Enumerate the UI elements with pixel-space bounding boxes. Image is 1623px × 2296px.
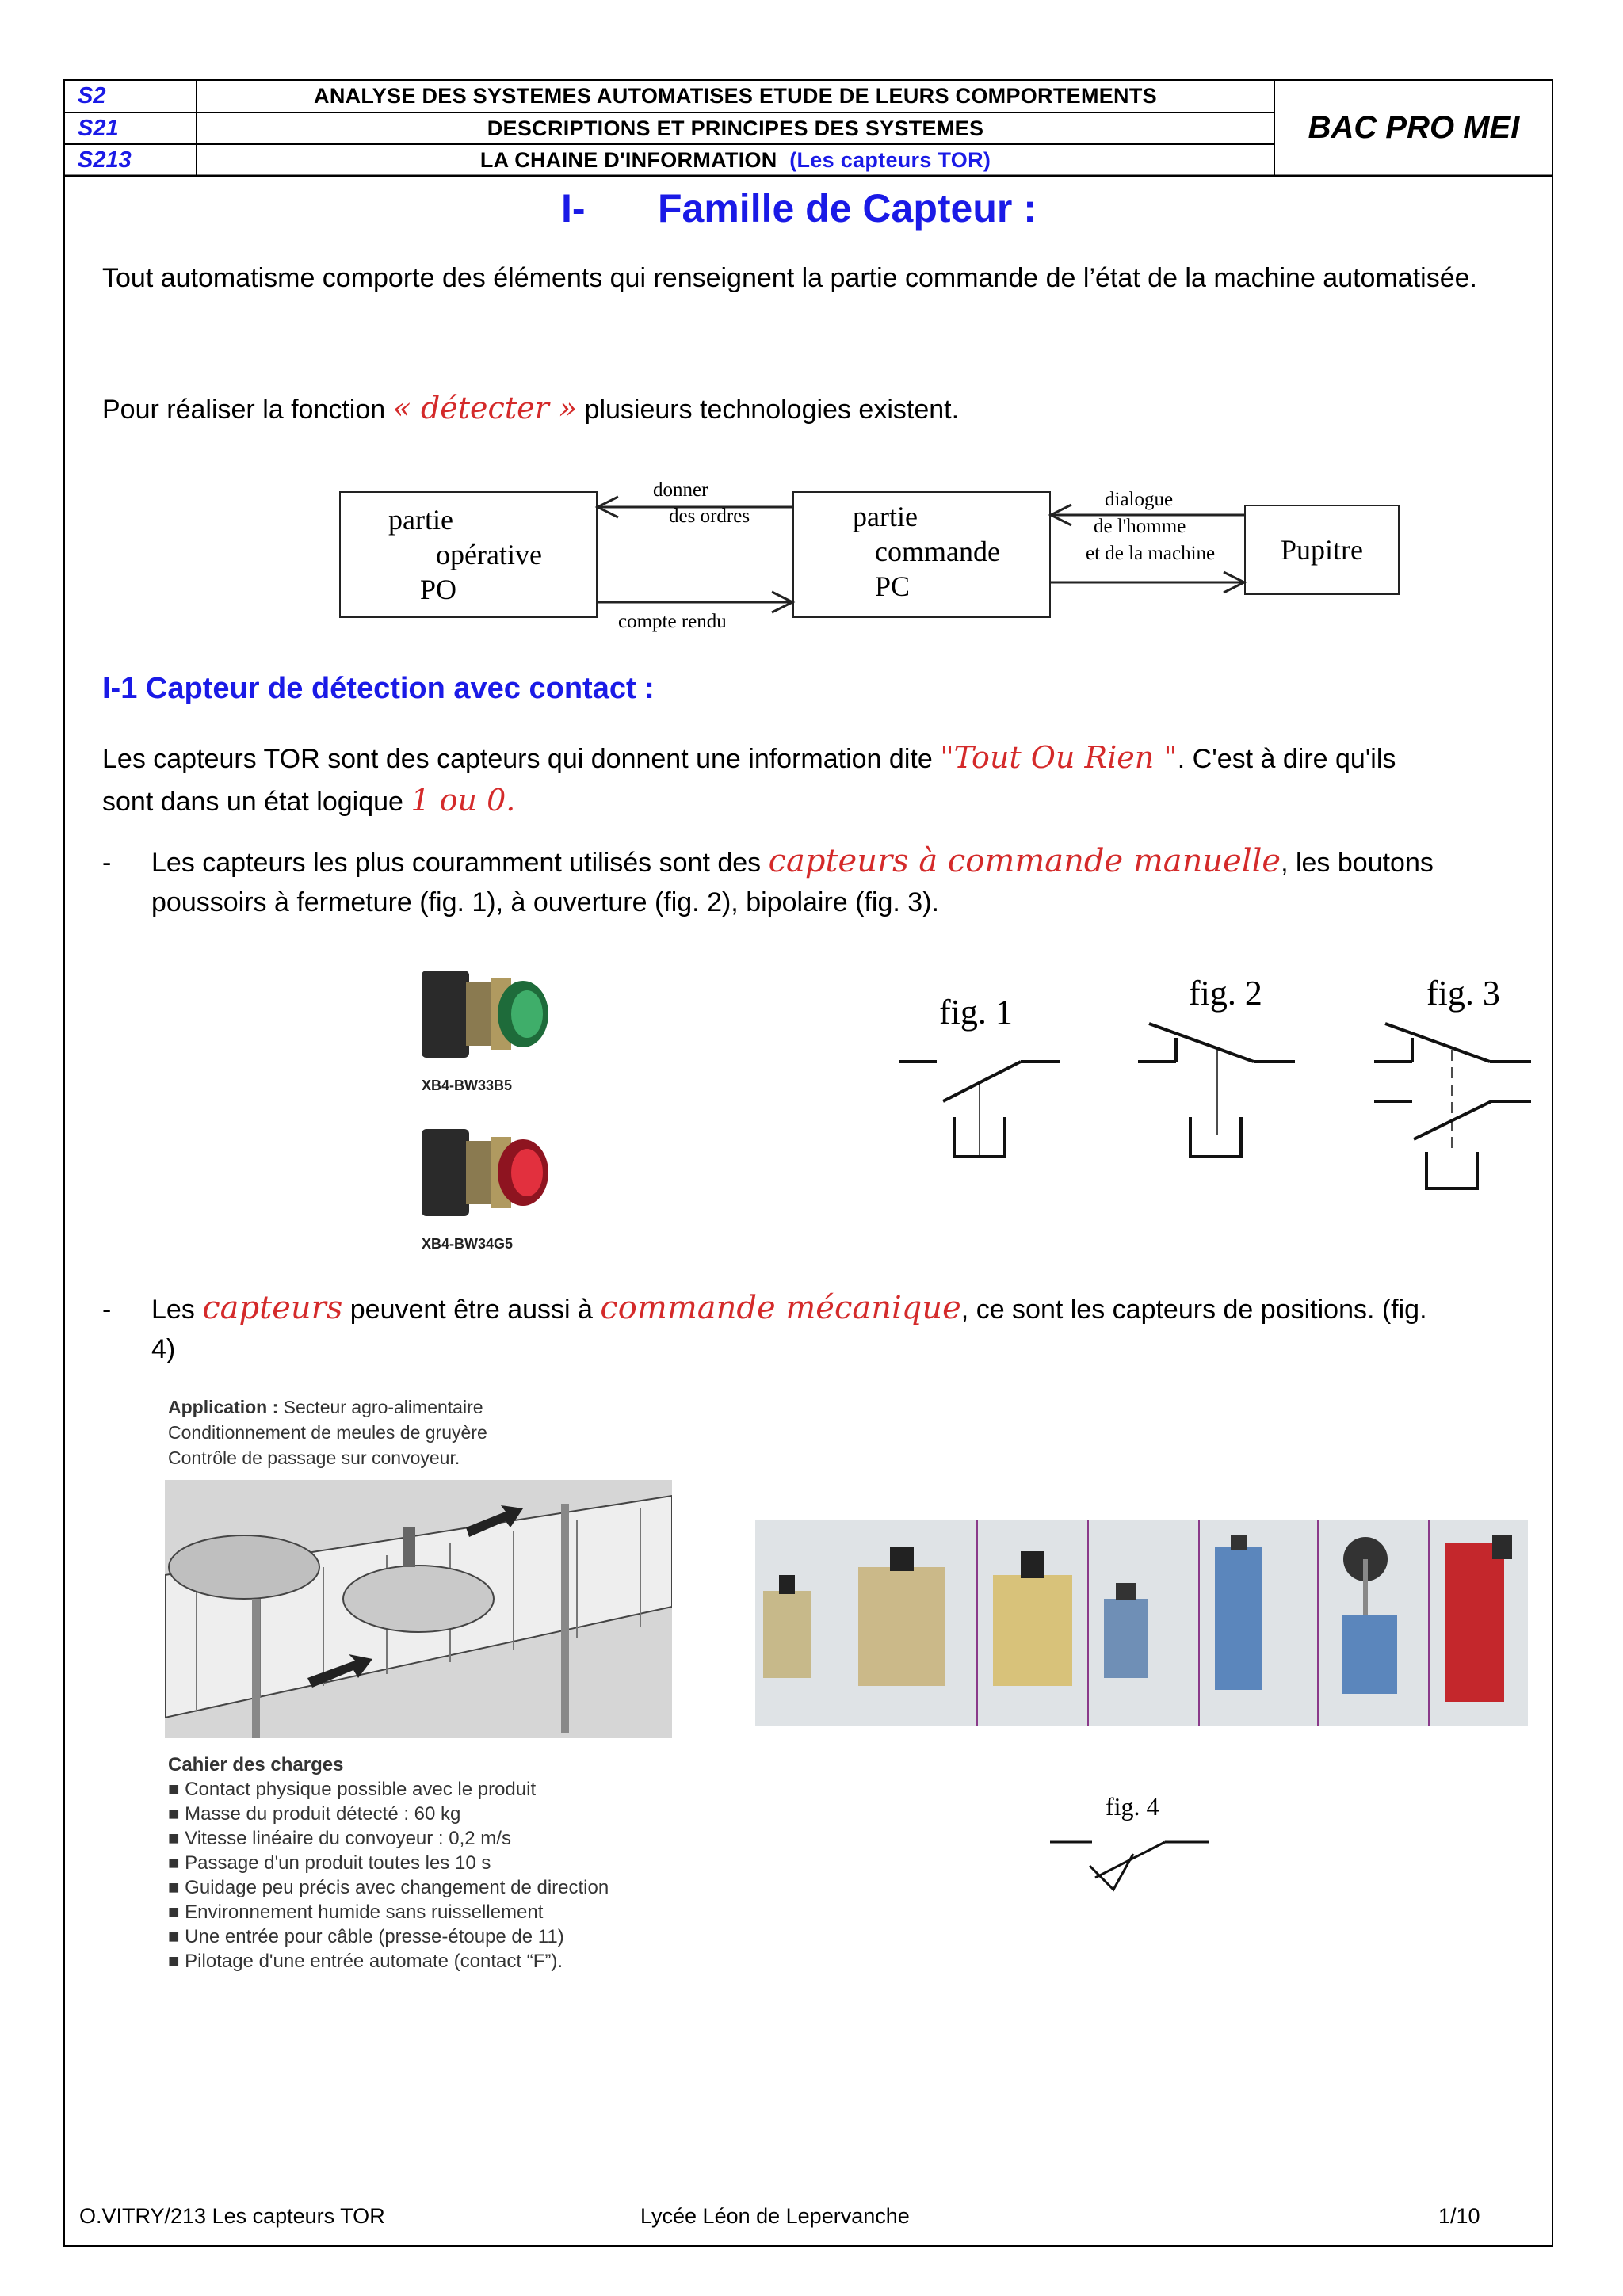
subsection-title: I-1 Capteur de détection avec contact : — [102, 672, 655, 705]
po-line2: opérative — [436, 539, 542, 570]
pc-line3: PC — [875, 570, 911, 602]
application-line-3: Contrôle de passage sur convoyeur. — [168, 1447, 460, 1468]
spec-item: ■ Passage d'un produit toutes les 10 s — [168, 1852, 491, 1874]
manual-text-a: Les capteurs les plus couramment utilisés sont des — [151, 848, 762, 878]
spec-list — [168, 1753, 691, 1974]
spec-text-7: Une entrée pour câble (presse-étoupe de 11) — [185, 1926, 564, 1947]
spec-title: Cahier des charges — [168, 1754, 344, 1775]
header-subtitle: (Les capteurs TOR) — [789, 147, 991, 172]
fig3-label: fig. 3 — [1426, 974, 1500, 1013]
push-button-green-photo — [412, 955, 571, 1074]
manual-text-b: , les boutons — [1281, 848, 1434, 878]
application-text — [168, 1394, 675, 1470]
bullet-mechanical — [151, 1288, 1538, 1369]
fig1-label: fig. 1 — [939, 993, 1013, 1032]
manual-text-c: poussoirs à fermeture (fig. 1), à ouverture (fig. 2), bipolaire (fig. 3). — [151, 887, 939, 917]
spec-text-4: Passage d'un produit toutes les 10 s — [185, 1852, 491, 1874]
spec-item: ■ Une entrée pour câble (presse-étoupe de 11) — [168, 1926, 564, 1947]
spec-item: ■ Guidage peu précis avec changement de direction — [168, 1877, 609, 1898]
code-s213: S213 — [78, 147, 132, 173]
bullet-manual — [151, 841, 1538, 922]
footer-left: O.VITRY/213 Les capteurs TOR — [79, 2204, 385, 2228]
button-ref-1: XB4-BW33B5 — [422, 1077, 513, 1093]
pc-line1: partie — [853, 501, 918, 532]
mech-text-c: , ce sont les capteurs de positions. (fig. — [960, 1295, 1427, 1325]
footer-center: Lycée Léon de Lepervanche — [640, 2204, 910, 2228]
tor-text-c: sont dans un état logique — [102, 787, 403, 817]
push-button-red-icon — [412, 1113, 571, 1232]
tor-paragraph — [102, 737, 1537, 822]
button-ref-2: XB4-BW34G5 — [422, 1236, 514, 1252]
contact-symbols — [888, 990, 1553, 1204]
application-line-2: Conditionnement de meules de gruyère — [168, 1422, 487, 1443]
arrow-label-compte-rendu: compte rendu — [618, 611, 727, 632]
bullet-dash-1: - — [102, 848, 112, 878]
logic-emphasis: 1 ou 0. — [411, 783, 516, 818]
header-title-2: DESCRIPTIONS ET PRINCIPES DES SYSTEMES — [487, 116, 984, 140]
po-line1: partie — [388, 504, 453, 536]
spec-item: ■ Pilotage d'une entrée automate (contact “F”). — [168, 1951, 563, 1972]
header-title-3 — [197, 144, 1274, 176]
tor-text-a: Les capteurs TOR sont des capteurs qui donnent une information dite — [102, 744, 933, 774]
tor-text-b: . C'est à dire qu'ils — [1177, 744, 1396, 774]
spec-item: ■ Masse du produit détecté : 60 kg — [168, 1803, 461, 1825]
position-sensors-photo — [755, 1520, 1528, 1726]
code-s2: S2 — [78, 82, 106, 109]
bullet-dash-2: - — [102, 1295, 112, 1325]
spec-text-3: Vitesse linéaire du convoyeur : 0,2 m/s — [185, 1828, 511, 1849]
spec-text-5: Guidage peu précis avec changement de direction — [185, 1877, 609, 1898]
arrow-label-machine: et de la machine — [1086, 543, 1216, 564]
function-text-b: plusieurs technologies existent. — [584, 395, 960, 425]
po-line3: PO — [420, 574, 457, 605]
spec-item: ■ Environnement humide sans ruissellement — [168, 1901, 544, 1923]
manual-emphasis: capteurs à commande manuelle — [768, 843, 1281, 879]
fig4-label: fig. 4 — [1106, 1792, 1159, 1821]
mech-text-d: 4) — [151, 1334, 176, 1364]
arrow-label-dialogue: dialogue — [1105, 489, 1174, 510]
function-paragraph — [102, 390, 959, 428]
fig2-label: fig. 2 — [1189, 974, 1262, 1013]
header-table — [63, 79, 1553, 177]
arrow-label-homme: de l'homme — [1094, 516, 1186, 537]
conveyor-drawing — [165, 1480, 672, 1738]
diagram-arrows — [333, 479, 1411, 646]
spec-text-8: Pilotage d'une entrée automate (contact “F”). — [185, 1951, 563, 1972]
mechanical-emphasis: commande mécanique — [600, 1290, 961, 1326]
section-number: I- — [561, 186, 586, 231]
bac-pro-badge: BAC PRO MEI — [1308, 109, 1520, 145]
pc-line2: commande — [875, 536, 1000, 567]
info-chain-diagram — [333, 479, 1411, 646]
push-button-green-icon — [412, 955, 571, 1074]
push-button-red-photo — [412, 1113, 571, 1232]
application-label: Application : — [168, 1397, 279, 1417]
section-title: Famille de Capteur : — [658, 186, 1037, 231]
spec-item: ■ Vitesse linéaire du convoyeur : 0,2 m/s — [168, 1828, 511, 1849]
conveyor-illustration — [165, 1480, 672, 1738]
position-sensors-drawing — [755, 1520, 1528, 1726]
spec-text-6: Environnement humide sans ruissellement — [185, 1901, 544, 1923]
arrow-label-donner: donner — [653, 479, 708, 501]
header-title-1: ANALYSE DES SYSTEMES AUTOMATISES ETUDE DE LEURS COMPORTEMENTS — [314, 83, 1157, 108]
header-title-3-text: LA CHAINE D'INFORMATION — [479, 147, 777, 172]
spec-text-2: Masse du produit détecté : 60 kg — [185, 1803, 461, 1825]
detect-emphasis: « détecter » — [392, 391, 578, 425]
mechanical-contact-symbol — [1046, 1822, 1220, 1894]
application-line-1: Secteur agro-alimentaire — [283, 1397, 483, 1417]
pupitre-box: Pupitre — [1244, 505, 1400, 595]
spec-text-1: Contact physique possible avec le produit — [185, 1779, 537, 1800]
intro-paragraph: Tout automatisme comporte des éléments qui renseignent la partie commande de l’état de la machine automatisée. — [102, 263, 1477, 293]
footer-page: 1/10 — [1438, 2204, 1480, 2228]
function-text-a: Pour réaliser la fonction — [102, 395, 386, 425]
spec-item: ■ Contact physique possible avec le produit — [168, 1779, 537, 1800]
mech-text-a: Les — [151, 1295, 195, 1325]
mech-text-b: peuvent être aussi à — [349, 1295, 593, 1325]
code-s21: S21 — [78, 115, 119, 141]
tor-emphasis: "Tout Ou Rien " — [940, 740, 1178, 775]
capteurs-emphasis: capteurs — [202, 1290, 343, 1326]
arrow-label-ordres: des ordres — [669, 505, 750, 527]
